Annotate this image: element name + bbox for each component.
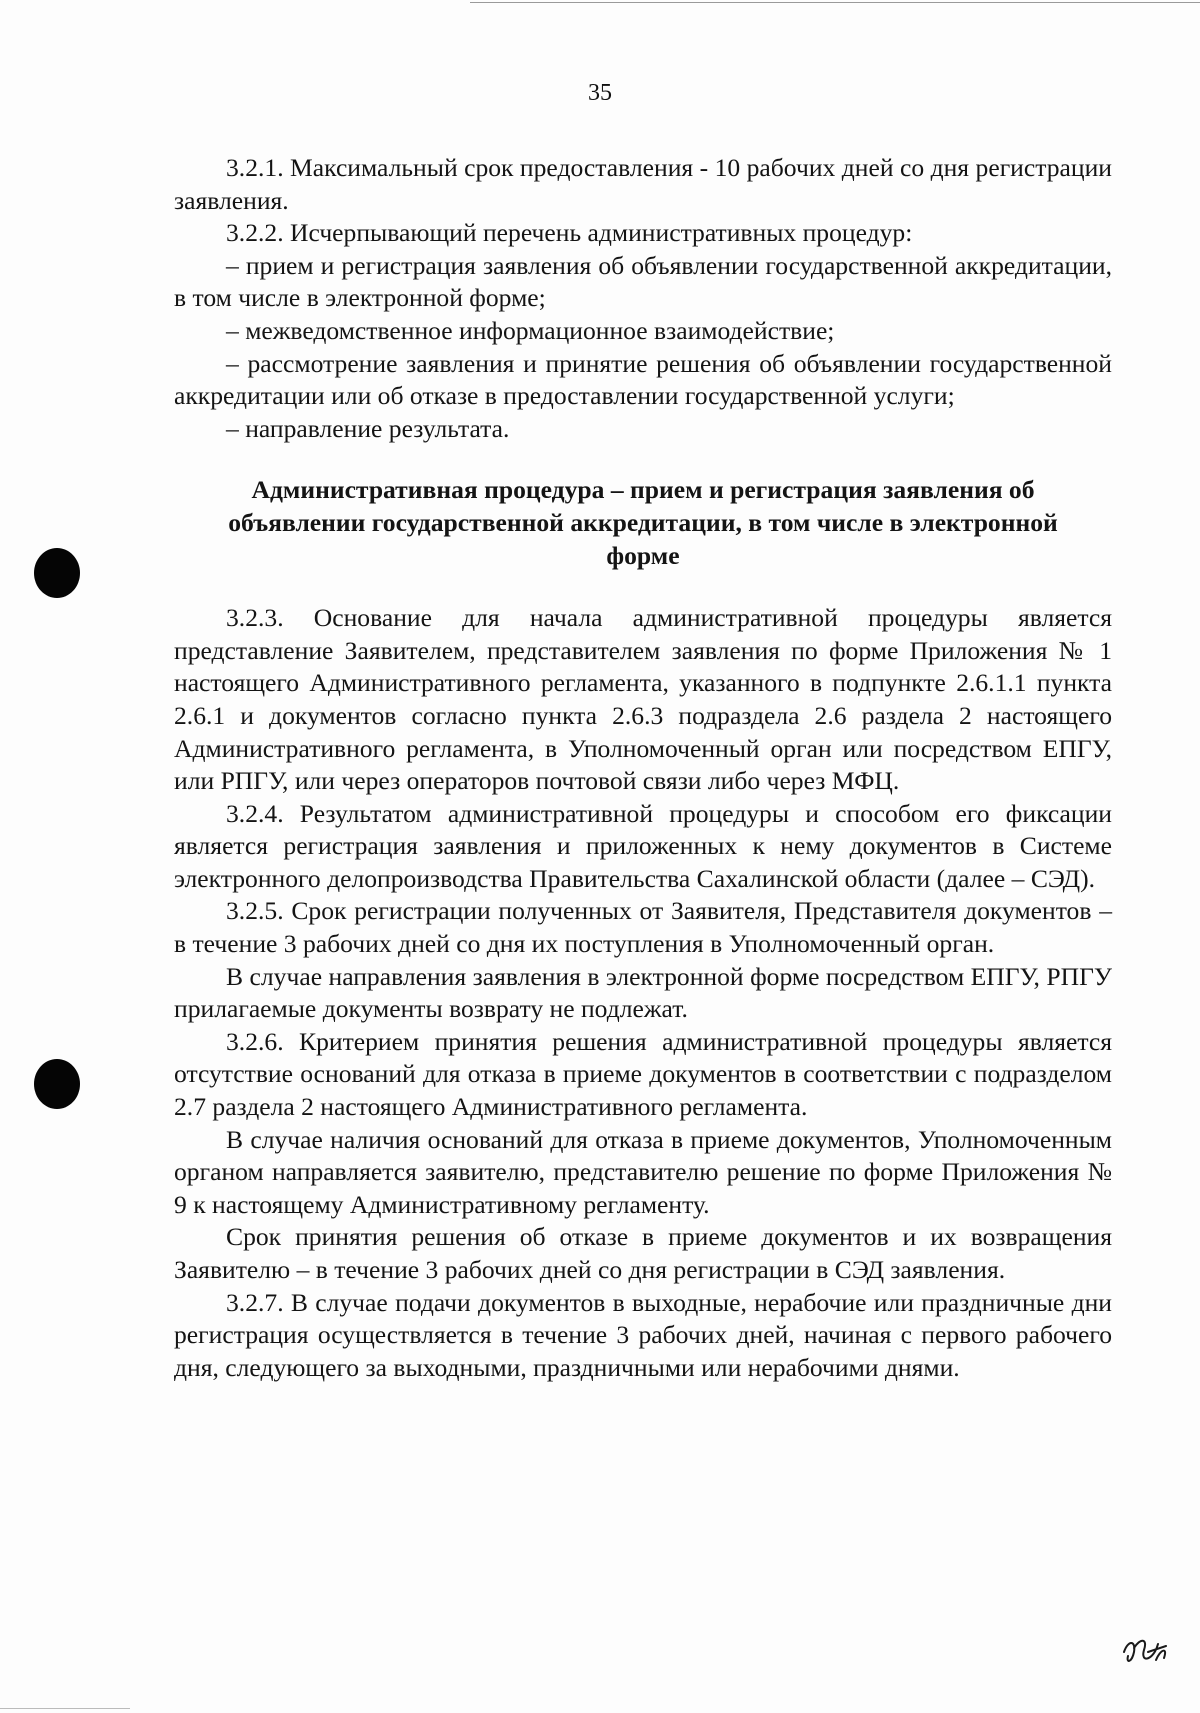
punch-hole-top xyxy=(34,548,80,598)
paragraph-3-2-2: 3.2.2. Исчерпывающий перечень административных процедур: xyxy=(226,218,913,248)
heading-line: объявлении государственной аккредитации, в том числе в электронной xyxy=(228,507,1058,537)
list-item: – прием и регистрация заявления об объявлении государственной аккредитации, в том числе в электронной форме; xyxy=(174,250,1112,313)
punch-hole-bottom xyxy=(34,1059,80,1109)
paragraph-3-2-5: 3.2.5. Срок регистрации полученных от Заявителя, Представителя документов – в течение 3 рабочих дней со дня их поступления в Уполномоченный орган. xyxy=(174,896,1112,959)
heading-line: Административная процедура – прием и регистрация заявления об xyxy=(251,475,1035,505)
paragraph: В случае направления заявления в электронной форме посредством ЕПГУ, РПГУ прилагаемые документы возврату не подлежат. xyxy=(174,961,1112,1024)
list-item: – направление результата. xyxy=(226,413,510,443)
page-number: 35 xyxy=(588,80,612,106)
list-item: – межведомственное информационное взаимодействие; xyxy=(226,315,835,345)
paragraph: В случае наличия оснований для отказа в приеме документов, Уполномоченным органом направляется заявителю, представителю решение по форме Приложения № 9 к настоящему Административному регламенту. xyxy=(174,1124,1112,1219)
handwritten-mark-icon xyxy=(1118,1630,1174,1670)
heading-line: форме xyxy=(606,540,680,570)
scan-edge-line xyxy=(0,1708,130,1709)
paragraph: Срок принятия решения об отказе в приеме документов и их возвращения Заявителю – в течение 3 рабочих дней со дня регистрации в СЭД заявления. xyxy=(174,1222,1112,1284)
section-heading xyxy=(174,474,1112,572)
paragraph-3-2-3: 3.2.3. Основание для начала административной процедуры является представление Заявителем, представителем заявления по форме Приложения № 1 настоящего Административного регламента, указанного в подпункте 2.6.1.1 пункта 2.6.1 и документов согласно пункта 2.6.3 подраздела 2.6 раздела 2 настоящего Административного регламента, в Уполномоченный орган или посредством ЕПГУ, или РПГУ, или через операторов почтовой связи либо через МФЦ. xyxy=(174,603,1112,796)
scan-edge-line xyxy=(470,2,1200,3)
paragraph-3-2-4: 3.2.4. Результатом административной процедуры и способом его фиксации является регистрация заявления и приложенных к нему документов в Системе электронного делопроизводства Правительства Сахалинской области (далее – СЭД). xyxy=(174,798,1112,893)
paragraph-3-2-1: 3.2.1. Максимальный срок предоставления - 10 рабочих дней со дня регистрации заявления. xyxy=(174,153,1112,215)
list-item: – рассмотрение заявления и принятие решения об объявлении государственной аккредитации или об отказе в предоставлении государственной услуги; xyxy=(174,348,1112,411)
paragraph-3-2-6: 3.2.6. Критерием принятия решения административной процедуры является отсутствие оснований для отказа в приеме документов в соответствии с подразделом 2.7 раздела 2 настоящего Административного регламента. xyxy=(174,1026,1112,1122)
document-body xyxy=(174,152,1112,1384)
paragraph-3-2-7: 3.2.7. В случае подачи документов в выходные, нерабочие или праздничные дни регистрация осуществляется в течение 3 рабочих дней, начиная с первого рабочего дня, следующего за выходными, праздничными или нерабочими днями. xyxy=(174,1287,1112,1382)
